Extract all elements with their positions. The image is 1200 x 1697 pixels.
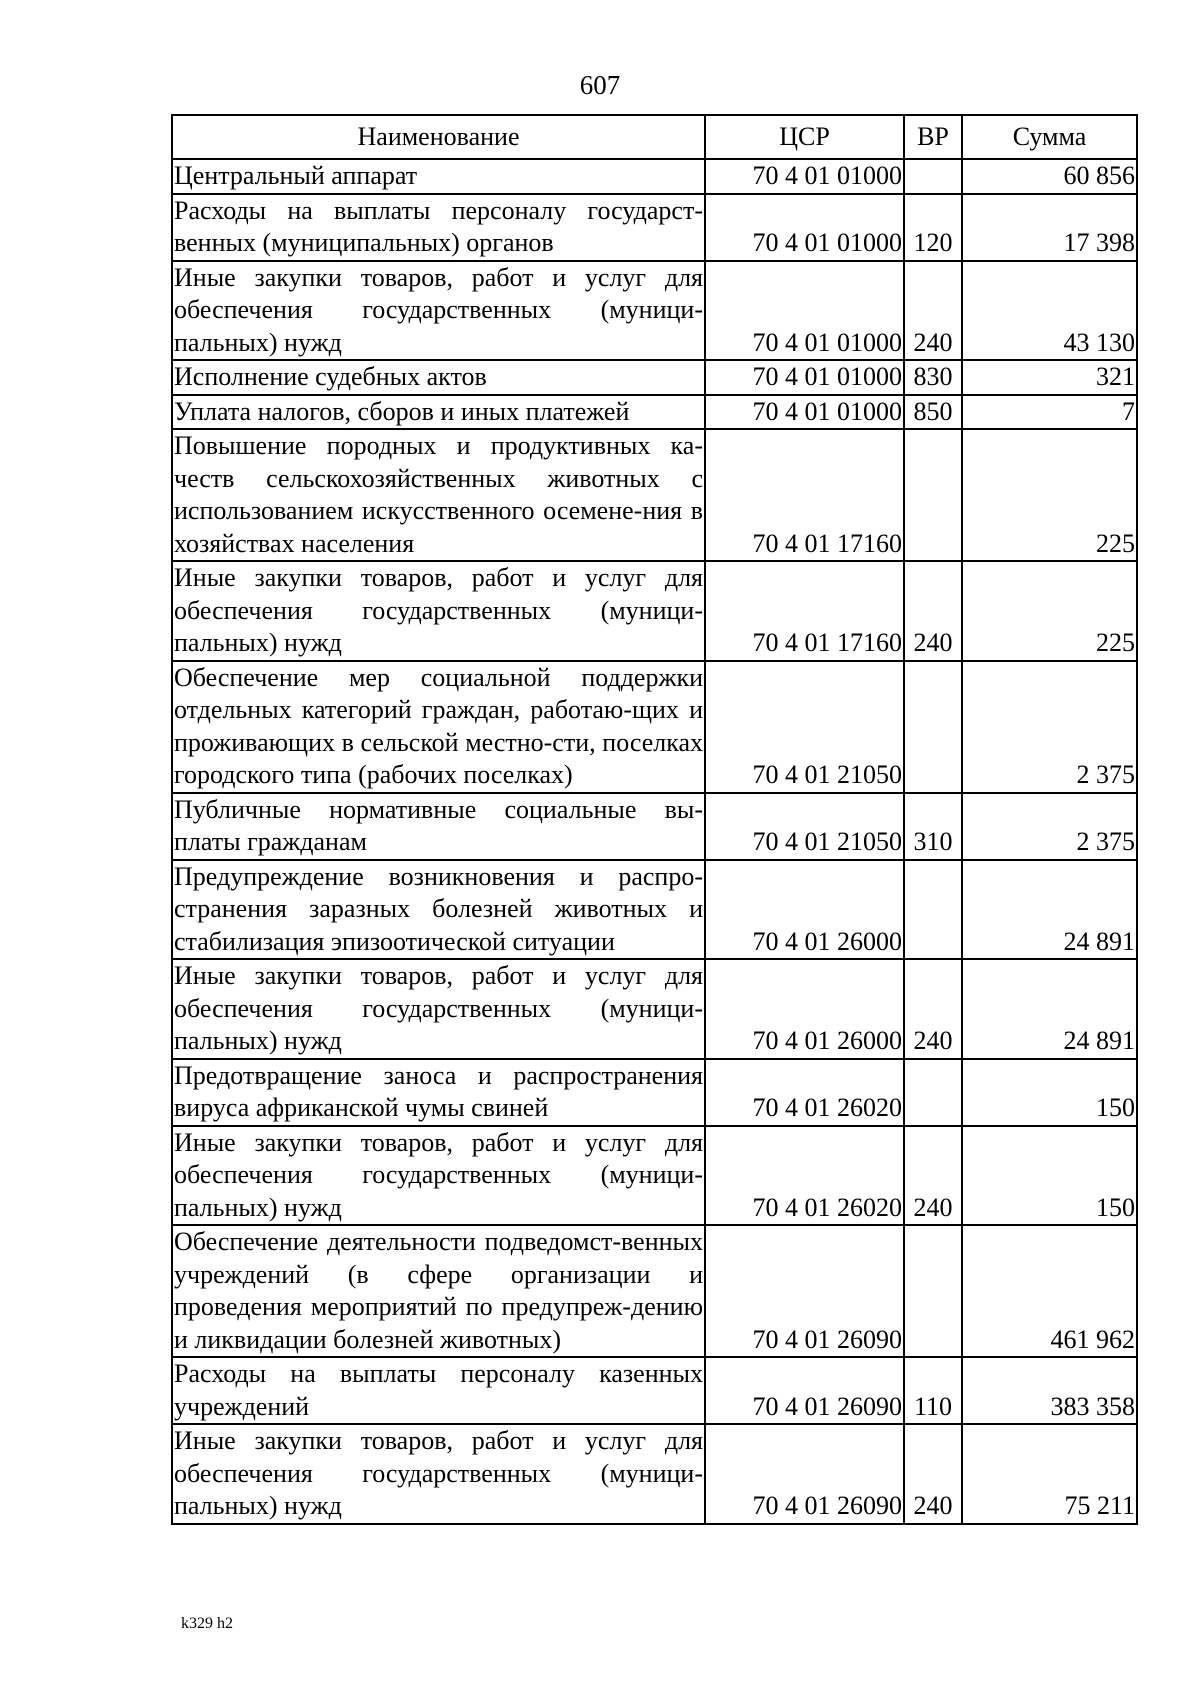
row-csr-cell: 70 4 01 01000 xyxy=(705,159,904,194)
table-header-row xyxy=(172,115,1137,159)
row-name-cell: Иные закупки товаров, работ и услуг для обеспечения государственных (муници-пальных) нужд xyxy=(172,1424,705,1524)
row-name-cell: Иные закупки товаров, работ и услуг для обеспечения государственных (муници-пальных) нужд xyxy=(172,561,705,661)
column-header-vr: ВР xyxy=(904,115,962,159)
table-row xyxy=(172,561,1137,661)
row-sum-cell: 75 211 xyxy=(962,1424,1137,1524)
table-row xyxy=(172,1059,1137,1126)
row-name-cell: Обеспечение деятельности подведомст-венных учреждений (в сфере организации и проведения мероприятий по предупреж-дению и ликвидации болезней животных) xyxy=(172,1225,705,1357)
row-sum-cell: 24 891 xyxy=(962,959,1137,1059)
row-csr-cell: 70 4 01 01000 xyxy=(705,261,904,361)
table-row xyxy=(172,194,1137,261)
row-csr-cell: 70 4 01 01000 xyxy=(705,194,904,261)
row-csr-cell: 70 4 01 01000 xyxy=(705,360,904,395)
table-row xyxy=(172,793,1137,860)
row-csr-cell: 70 4 01 26020 xyxy=(705,1059,904,1126)
row-csr-cell: 70 4 01 17160 xyxy=(705,429,904,561)
row-vr-cell: 310 xyxy=(904,793,962,860)
row-vr-cell: 240 xyxy=(904,959,962,1059)
row-csr-cell: 70 4 01 26090 xyxy=(705,1357,904,1424)
row-sum-cell: 17 398 xyxy=(962,194,1137,261)
row-sum-cell: 150 xyxy=(962,1059,1137,1126)
row-csr-cell: 70 4 01 01000 xyxy=(705,395,904,430)
row-name-cell: Повышение породных и продуктивных ка-честв сельскохозяйственных животных с использованием искусственного осемене-ния в хозяйствах населения xyxy=(172,429,705,561)
row-vr-cell: 240 xyxy=(904,1126,962,1226)
row-sum-cell: 2 375 xyxy=(962,661,1137,793)
row-name-cell: Исполнение судебных актов xyxy=(172,360,705,395)
row-vr-cell xyxy=(904,1225,962,1357)
row-name-cell: Публичные нормативные социальные вы-платы гражданам xyxy=(172,793,705,860)
row-vr-cell: 830 xyxy=(904,360,962,395)
table-row xyxy=(172,395,1137,430)
row-name-cell: Предотвращение заноса и распространения вируса африканской чумы свиней xyxy=(172,1059,705,1126)
row-csr-cell: 70 4 01 26090 xyxy=(705,1225,904,1357)
row-name-cell: Уплата налогов, сборов и иных платежей xyxy=(172,395,705,430)
table-row xyxy=(172,661,1137,793)
row-csr-cell: 70 4 01 26000 xyxy=(705,959,904,1059)
row-csr-cell: 70 4 01 21050 xyxy=(705,661,904,793)
table-row xyxy=(172,959,1137,1059)
table-row xyxy=(172,1357,1137,1424)
table-row xyxy=(172,360,1137,395)
row-vr-cell xyxy=(904,429,962,561)
budget-table xyxy=(171,114,1138,1525)
row-vr-cell: 240 xyxy=(904,561,962,661)
footer-document-code: k329 h2 xyxy=(181,1615,233,1632)
table-row xyxy=(172,860,1137,960)
row-name-cell: Иные закупки товаров, работ и услуг для обеспечения государственных (муници-пальных) нужд xyxy=(172,959,705,1059)
row-sum-cell: 150 xyxy=(962,1126,1137,1226)
table-row xyxy=(172,159,1137,194)
table-row xyxy=(172,1225,1137,1357)
page-number: 607 xyxy=(579,70,621,100)
table-row xyxy=(172,1424,1137,1524)
row-vr-cell: 240 xyxy=(904,261,962,361)
row-name-cell: Центральный аппарат xyxy=(172,159,705,194)
row-csr-cell: 70 4 01 21050 xyxy=(705,793,904,860)
row-csr-cell: 70 4 01 26020 xyxy=(705,1126,904,1226)
row-name-cell: Расходы на выплаты персоналу казенных учреждений xyxy=(172,1357,705,1424)
row-csr-cell: 70 4 01 17160 xyxy=(705,561,904,661)
row-vr-cell xyxy=(904,860,962,960)
row-name-cell: Иные закупки товаров, работ и услуг для обеспечения государственных (муници-пальных) нужд xyxy=(172,1126,705,1226)
column-header-sum: Сумма xyxy=(962,115,1137,159)
row-name-cell: Расходы на выплаты персоналу государст-венных (муниципальных) органов xyxy=(172,194,705,261)
row-sum-cell: 7 xyxy=(962,395,1137,430)
row-sum-cell: 2 375 xyxy=(962,793,1137,860)
row-name-cell: Предупреждение возникновения и распро-странения заразных болезней животных и стабилизация эпизоотической ситуации xyxy=(172,860,705,960)
column-header-csr: ЦСР xyxy=(705,115,904,159)
row-vr-cell: 850 xyxy=(904,395,962,430)
column-header-name: Наименование xyxy=(172,115,705,159)
table-row xyxy=(172,261,1137,361)
row-sum-cell: 321 xyxy=(962,360,1137,395)
row-sum-cell: 225 xyxy=(962,429,1137,561)
table-row xyxy=(172,1126,1137,1226)
row-vr-cell: 120 xyxy=(904,194,962,261)
row-sum-cell: 24 891 xyxy=(962,860,1137,960)
row-csr-cell: 70 4 01 26090 xyxy=(705,1424,904,1524)
table-row xyxy=(172,429,1137,561)
row-name-cell: Обеспечение мер социальной поддержки отдельных категорий граждан, работаю-щих и проживающих в сельской местно-сти, поселках городского типа (рабочих поселках) xyxy=(172,661,705,793)
row-name-cell: Иные закупки товаров, работ и услуг для обеспечения государственных (муници-пальных) нужд xyxy=(172,261,705,361)
row-sum-cell: 383 358 xyxy=(962,1357,1137,1424)
row-vr-cell: 240 xyxy=(904,1424,962,1524)
row-vr-cell xyxy=(904,159,962,194)
row-csr-cell: 70 4 01 26000 xyxy=(705,860,904,960)
row-vr-cell xyxy=(904,1059,962,1126)
row-sum-cell: 225 xyxy=(962,561,1137,661)
row-sum-cell: 60 856 xyxy=(962,159,1137,194)
row-vr-cell xyxy=(904,661,962,793)
row-sum-cell: 43 130 xyxy=(962,261,1137,361)
row-vr-cell: 110 xyxy=(904,1357,962,1424)
row-sum-cell: 461 962 xyxy=(962,1225,1137,1357)
